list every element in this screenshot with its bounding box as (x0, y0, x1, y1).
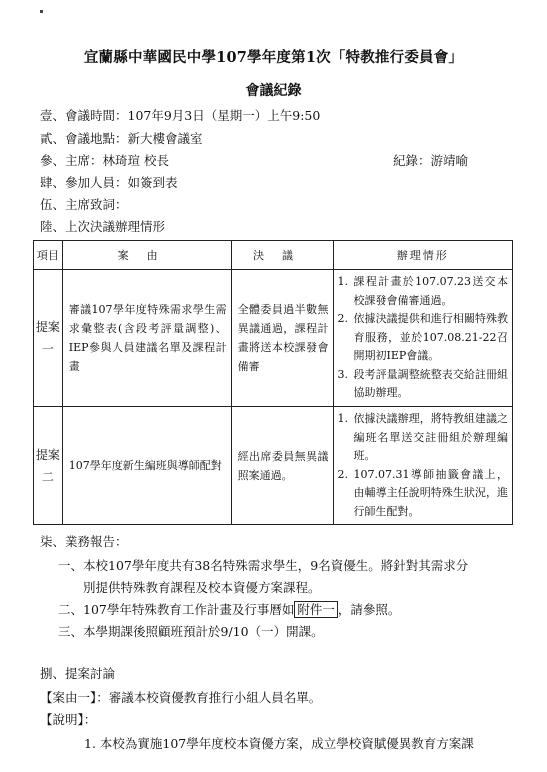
meeting-attendees: 肆、參加人員：如簽到表 (40, 175, 178, 190)
row-resolution: 全體委員過半數無異議通過，課程計畫將送本校課發會備審 (231, 270, 333, 407)
row-no: 提案一 (34, 270, 63, 407)
table-row (34, 407, 513, 525)
report-item-2: 二、107學年特殊教育工作計畫及行事曆如 附件一 ，請參照。 (58, 602, 401, 617)
proposal-explain-label: 【說明】： (40, 712, 97, 727)
row-case: 審議107學年度特殊需求學生需求彙整表(含段考評量調整)、IEP參與人員建議名單及課程計畫 (62, 270, 231, 407)
previous-resolutions-table (33, 240, 513, 525)
meeting-place: 貳、會議地點：新大樓會議室 (40, 131, 203, 146)
proposal-explain-1: 1. 本校為實施107學年度校本資優方案，成立學校資賦優異教育方案課 (84, 736, 474, 751)
previous-resolutions-heading: 陸、上次決議辦理情形 (40, 219, 166, 234)
header-case: 案由 (62, 241, 231, 270)
reports-heading: 柒、業務報告： (40, 534, 128, 549)
header-resolution: 決議 (231, 241, 333, 270)
row-resolution: 經出席委員無異議照案通過。 (231, 407, 333, 525)
meeting-time: 壹、會議時間：107年9月3日（星期一）上午9:50 (40, 108, 321, 123)
table-row (34, 270, 513, 407)
attachment-ref: 附件一 (294, 601, 338, 618)
chair-speech: 伍、主席致詞： (40, 197, 128, 212)
meeting-recorder: 紀錄：游靖喻 (393, 153, 469, 168)
document-title: 宜蘭縣中華國民中學107學年度第1次「特教推行委員會」 (83, 49, 464, 66)
report-item-1: 一、本校107學年度共有38名特殊需求學生，9名資優生。將針對其需求分 (58, 558, 469, 573)
handling-item: 3. 段考評量調整統整表交給註冊組協助辦理。 (337, 367, 508, 399)
header-handling: 辦理情形 (333, 241, 513, 270)
row-handling (333, 407, 513, 525)
document-subtitle: 會議紀錄 (245, 83, 302, 99)
meeting-chair: 參、主席：林琦瑄 校長 (40, 153, 169, 168)
scan-mark (40, 10, 43, 13)
handling-item: 1. 課程計畫於107.07.23送交本校課發會備審通過。 (337, 275, 508, 307)
report-item-1-cont: 別提供特殊教育課程及校本資優方案課程。 (83, 580, 321, 595)
row-no: 提案二 (34, 407, 63, 525)
proposals-heading: 捌、提案討論 (40, 666, 116, 681)
table-header-row (34, 241, 513, 270)
report-item-3: 三、本學期課後照顧班預計於9/10（一）開課。 (58, 624, 324, 639)
row-case: 107學年度新生編班與導師配對 (62, 407, 231, 525)
handling-item: 2. 107.07.31導師抽籤會議上，由輔導主任說明特殊生狀況，進行師生配對。 (337, 467, 508, 518)
handling-item: 2. 依據決議提供和進行相關特殊教育服務，並於107.08.21-22召開期初IEP會議。 (337, 312, 508, 362)
row-handling (333, 270, 513, 407)
proposal-case-1: 【案由一】：審議本校資優教育推行小組人員名單。 (40, 690, 322, 705)
header-no: 項目 (34, 241, 63, 270)
handling-item: 1. 依據決議辦理，將特教組建議之編班名單送交註冊組於辦理編班。 (337, 412, 508, 462)
